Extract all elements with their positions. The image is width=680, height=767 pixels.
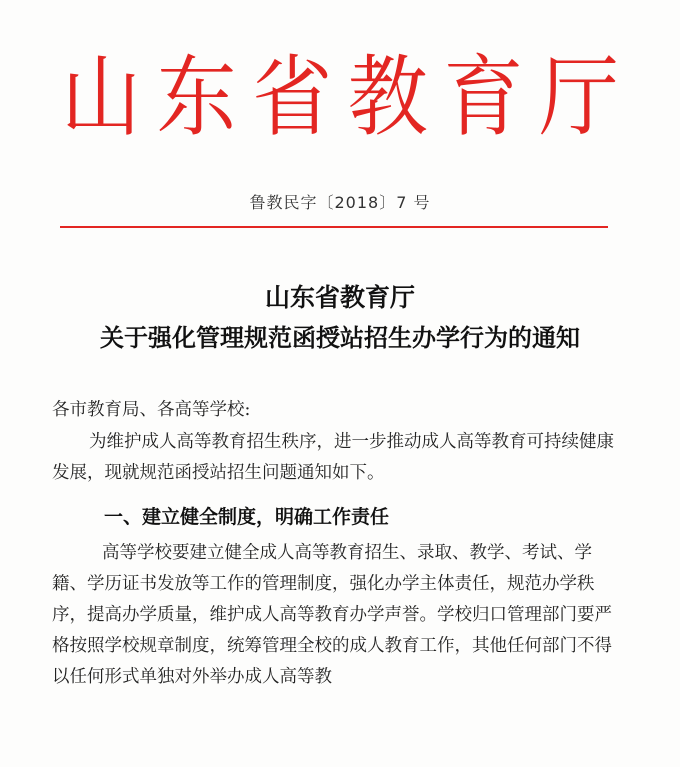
section-1-heading: 一、建立健全制度，明确工作责任 [104, 506, 390, 528]
notice-title-line-1: 山东省教育厅 [264, 283, 415, 312]
salutation: 各市教育局、各高等学校: [52, 400, 251, 420]
red-divider-line [60, 226, 608, 228]
letterhead-char: 育 [443, 46, 524, 149]
notice-title-line-2: 关于强化管理规范函授站招生办学行为的通知 [100, 324, 580, 352]
letterhead-title [60, 48, 620, 148]
intro-paragraph: 为维护成人高等教育招生秩序，进一步推动成人高等教育可持续健康发展，现就规范函授站招生问题通知如下。 [52, 432, 614, 483]
section-1-body: 高等学校要建立健全成人高等教育招生、录取、教学、考试、学籍、学历证书发放等工作的管理制度，强化办学主体责任，规范办学秩序，提高办学质量，维护成人高等教育办学声誉。学校归口管理部门要严格按照学校规章制度，统筹管理全校的成人教育工作，其他任何部门不得以任何形式单独对外举办成人高等教 [52, 543, 612, 687]
document-number: 鲁教民字〔2018〕7 号 [249, 193, 431, 212]
letterhead-char: 厅 [538, 46, 619, 149]
letterhead-char: 东 [156, 46, 237, 149]
letterhead-char: 山 [61, 46, 141, 149]
letterhead-char: 省 [252, 46, 333, 149]
letterhead-char: 教 [347, 46, 428, 149]
